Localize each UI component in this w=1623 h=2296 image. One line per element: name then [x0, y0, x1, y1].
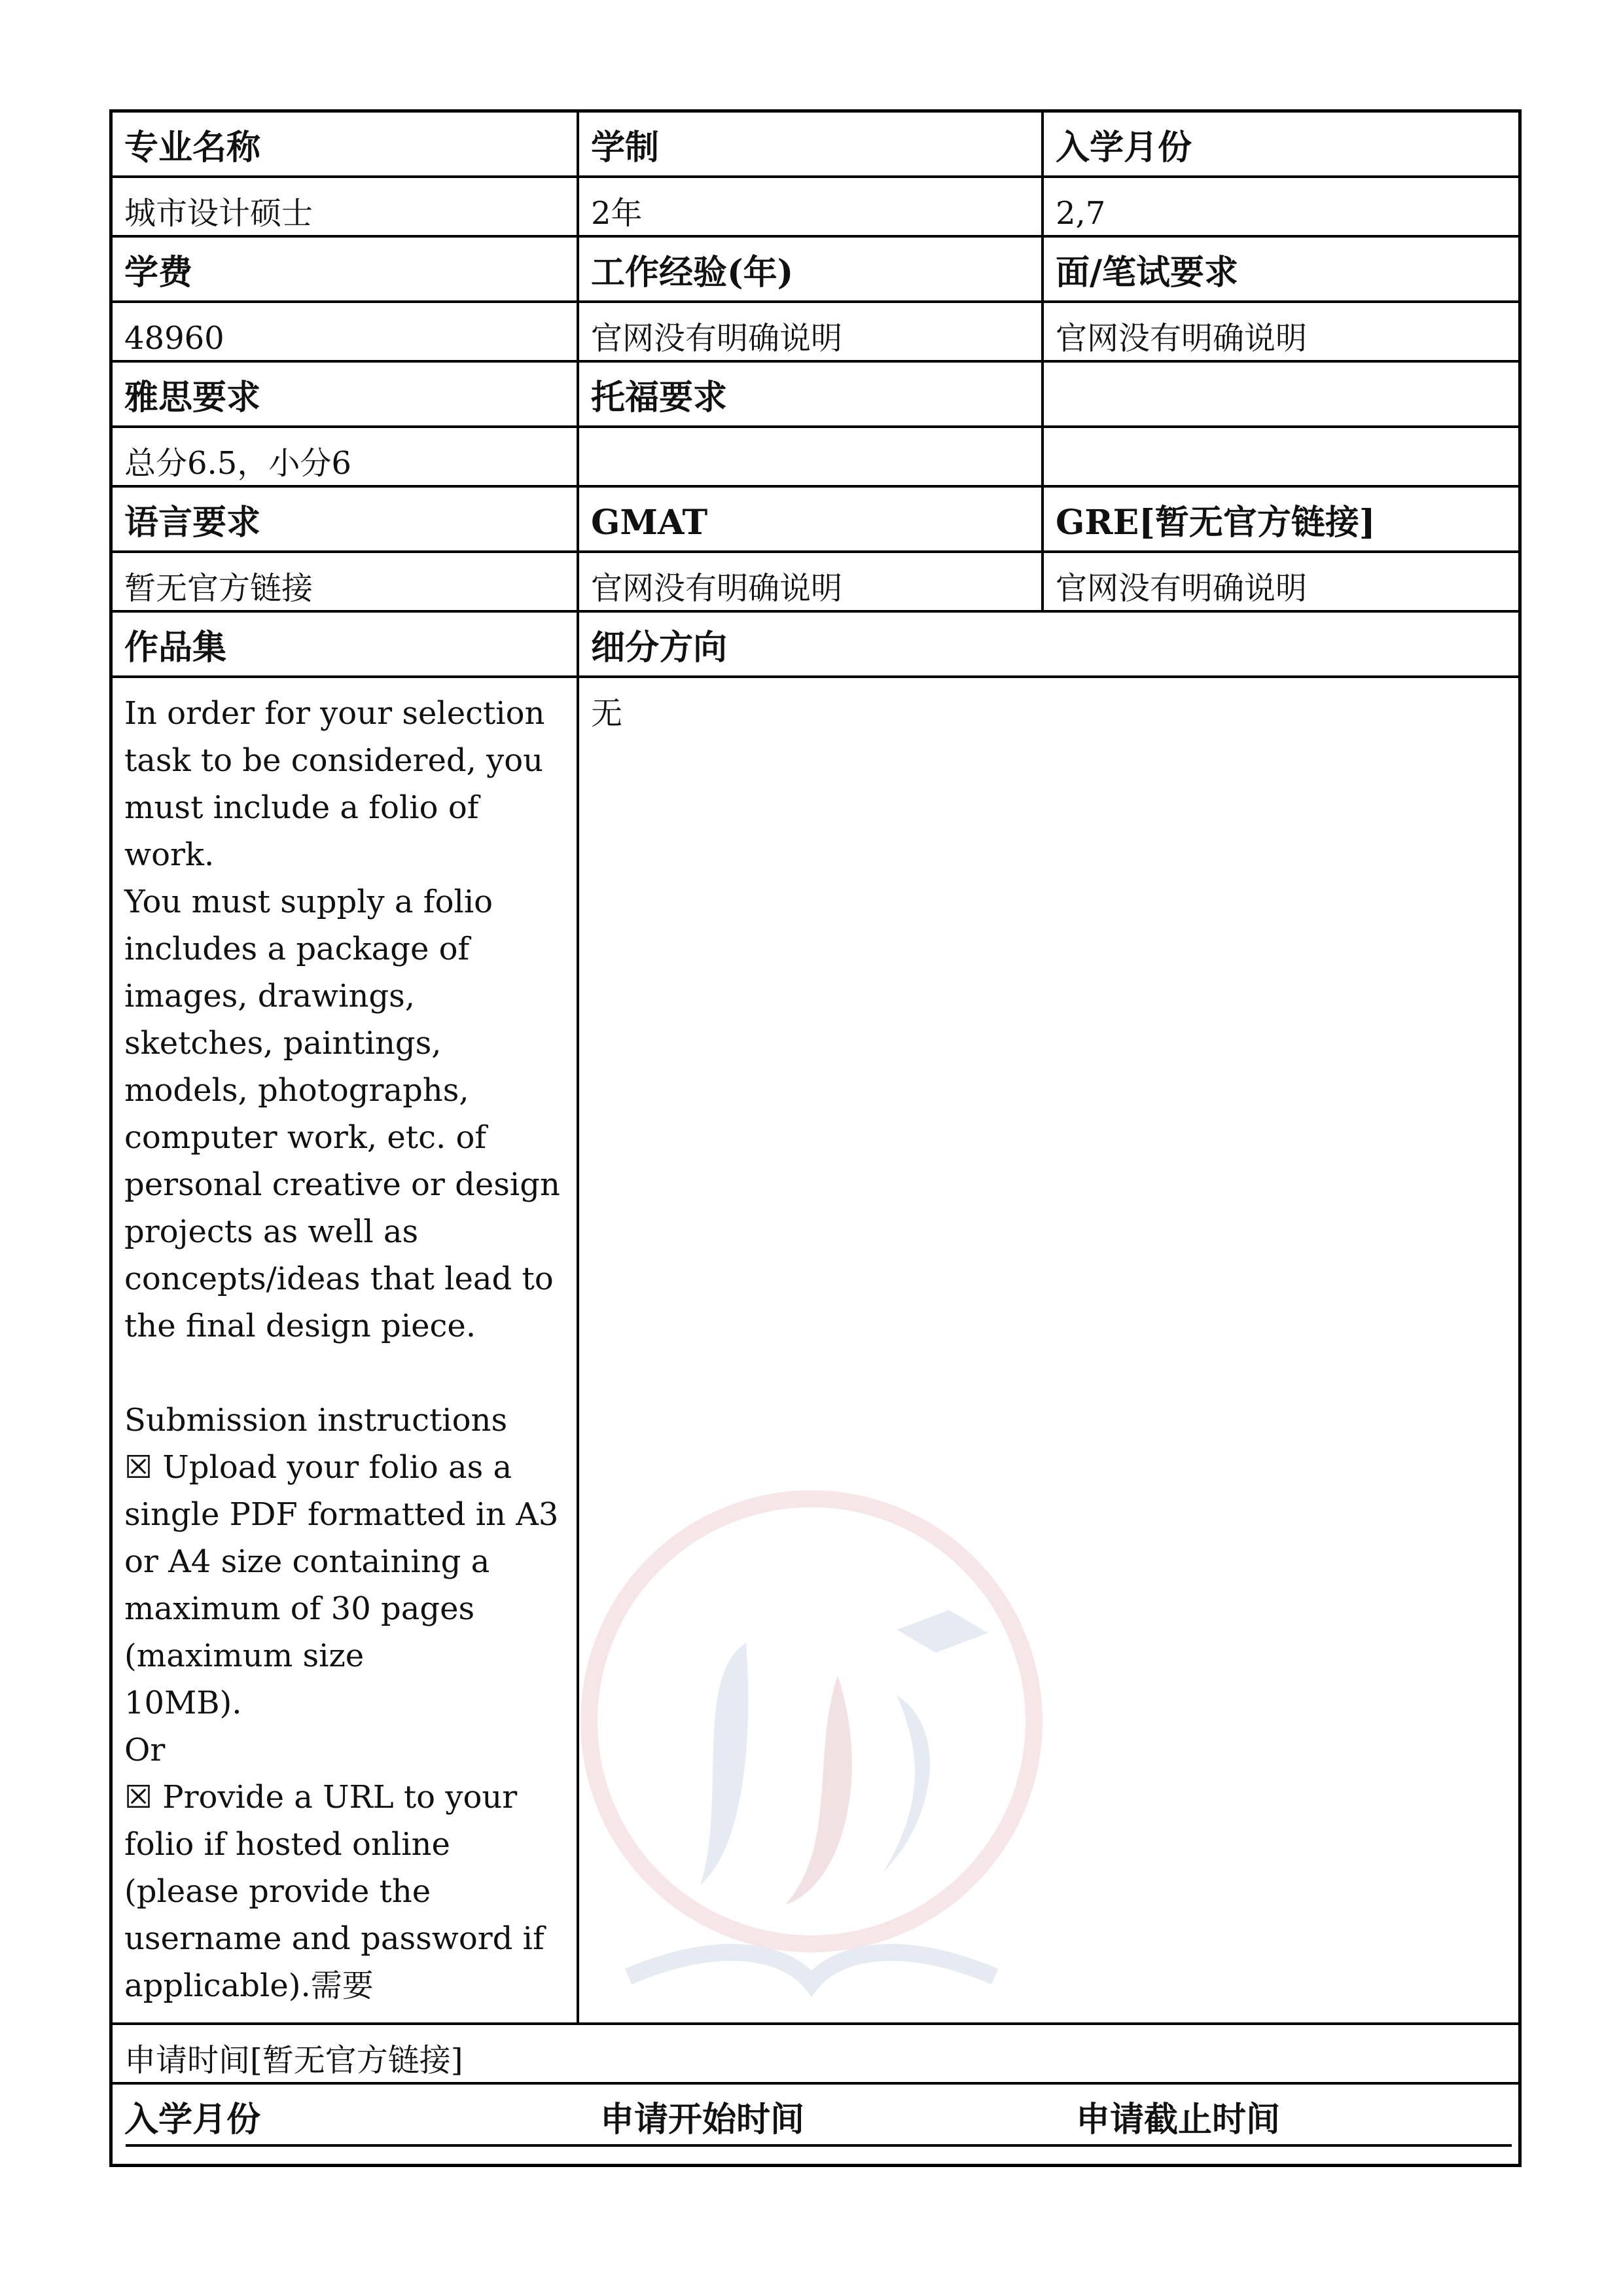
work-experience-value: 官网没有明确说明: [591, 320, 843, 357]
application-start-header: 申请开始时间: [600, 2100, 805, 2140]
major-name-header: 专业名称: [124, 128, 261, 168]
specialization-value: 无: [591, 695, 623, 732]
major-name-value: 城市设计硕士: [124, 195, 313, 232]
portfolio-requirement-text: In order for your selection task to be considered, you must include a folio of work. You must supply a folio includes a package of images, drawings, sketches, paintings, models, photographs, computer work, etc. of personal creative or design projects as well as concepts/ideas that lead to the final design piece. Submission instructions ☒ Upload your folio as a single PDF formatted in A3 or A4 size containing a maximum of 30 pages (maximum size 10MB). Or ☒ Provide a URL to your folio if hosted online (please provide the username and password if applicable).需要: [124, 695, 560, 2004]
toefl-header: 托福要求: [591, 378, 728, 418]
tuition-value: 48960: [124, 320, 224, 357]
ielts-header: 雅思要求: [124, 378, 261, 418]
language-requirement-value: 暂无官方链接: [124, 570, 313, 607]
gre-value: 官网没有明确说明: [1056, 570, 1308, 607]
portfolio-header: 作品集: [124, 628, 227, 668]
intake-month-value: 2,7: [1056, 195, 1106, 232]
duration-value: 2年: [591, 195, 643, 232]
intake-month-header: 入学月份: [1056, 128, 1192, 168]
intake-month-column-header: 入学月份: [124, 2100, 261, 2140]
ielts-value: 总分6.5，小分6: [124, 445, 351, 482]
empty-cell: [1044, 428, 1518, 485]
application-time-label: 申请时间[暂无官方链接]: [124, 2042, 463, 2079]
gmat-header: GMAT: [591, 503, 708, 543]
interview-requirement-value: 官网没有明确说明: [1056, 320, 1308, 357]
gre-header: GRE[暂无官方链接]: [1056, 503, 1376, 543]
gmat-value: 官网没有明确说明: [591, 570, 843, 607]
header-underline: [126, 2144, 1512, 2147]
application-deadline-header: 申请截止时间: [1076, 2100, 1281, 2140]
program-info-table: [109, 109, 1522, 2167]
toefl-value: [579, 428, 1041, 485]
duration-header: 学制: [591, 128, 660, 168]
empty-cell: [1044, 363, 1518, 425]
specialization-header: 细分方向: [591, 628, 728, 668]
language-requirement-header: 语言要求: [124, 503, 261, 543]
work-experience-header: 工作经验(年): [591, 253, 794, 293]
tuition-header: 学费: [124, 253, 193, 293]
interview-requirement-header: 面/笔试要求: [1056, 253, 1238, 293]
